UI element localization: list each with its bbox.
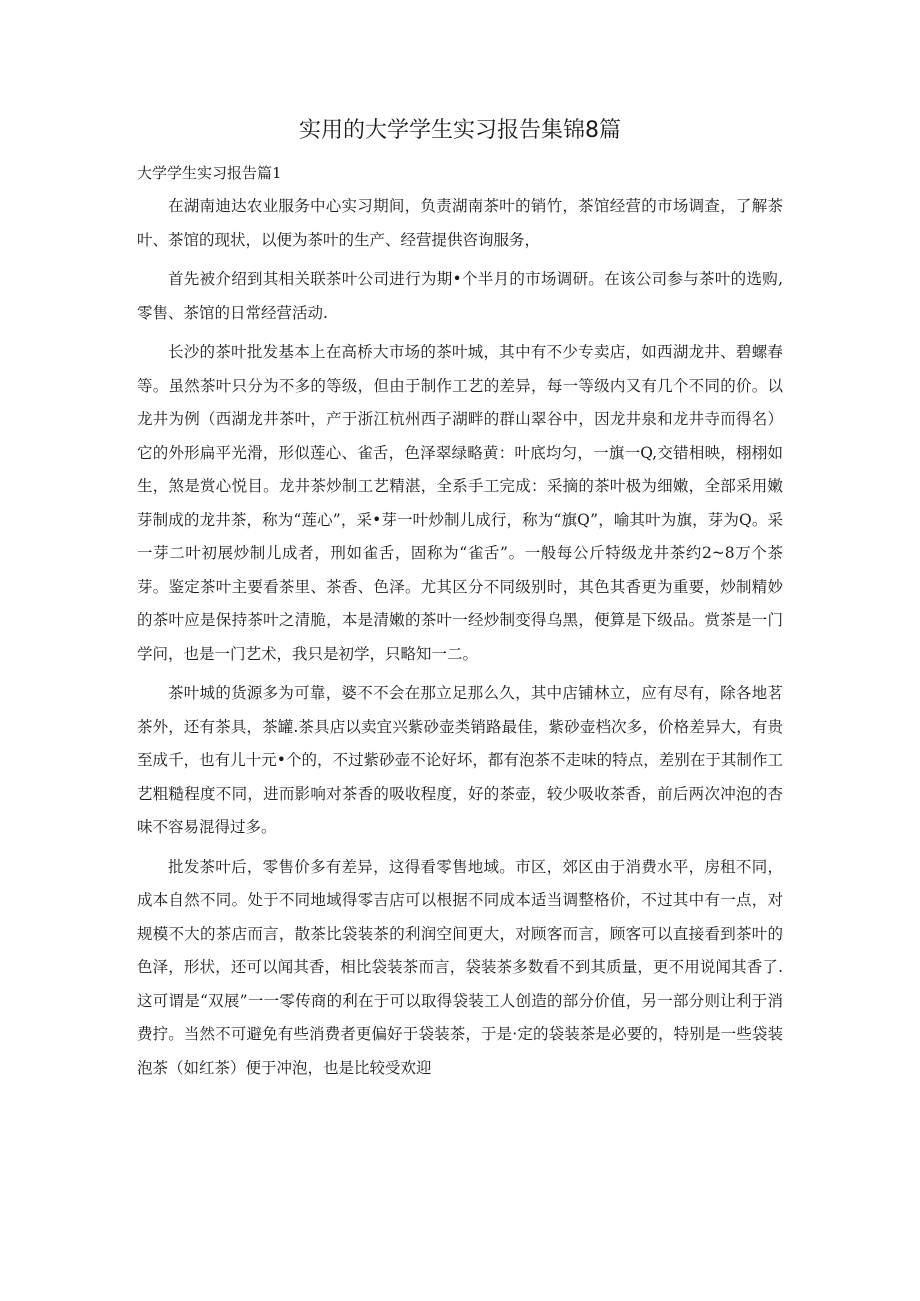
paragraph: 在湖南迪达农业服务中心实习期间，负责湖南茶叶的销竹，茶馆经营的市场调查，了解茶叶、茶馆的现状，以便为茶叶的生产、经营提供咨询服务， (137, 197, 783, 249)
paragraph: 首先被介绍到其相关联茶叶公司进行为期•个半月的市场调研。在该公司参与茶叶的选购,零售、茶馆的日常经营活动. (137, 270, 783, 322)
body-text (137, 190, 783, 1091)
section-heading: 大学学生实习报告篇1 (137, 164, 282, 182)
paragraph: 批发茶叶后，零售价多有差异，这得看零售地域。市区，郊区由于消费水平，房租不同，成本自然不同。处于不同地域得零吉店可以根据不同成本适当调整格价，不过其中有一点，对规模不大的茶店而言，散茶比袋装茶的利润空间更大，对顾客而言，顾客可以直接看到茶叶的色泽，形状，还可以闻其香，相比袋装茶而言，袋装茶多数看不到其质量，更不用说闻其香了.这可谓是“双展”一一零传商的利在于可以取得袋装工人创造的部分价值，另一部分则让利于消费拧。当然不可避免有些消费者更偏好于袋装茶，于是·定的袋装茶是必要的，特别是一些袋装泡茶（如红茶）便于冲泡，也是比较受欢迎 (137, 857, 783, 1077)
paragraph: 长沙的茶叶批发基本上在高桥大市场的茶叶城，其中有不少专卖店，如西湖龙井、碧螺春等。虽然茶叶只分为不多的等级，但由于制作工艺的差异，每一等级内又有几个不同的价。以龙井为例（西湖龙井茶叶，产于浙江杭州西子湖畔的群山翠谷中，因龙井泉和龙井寺而得名）它的外形扁平光滑，形似莲心、雀舌，色泽翠绿略黄：叶底均匀，一旗一Q,交错相映，栩栩如生，煞是赏心悦目。龙井茶炒制工艺精湛，全系手工完成：采摘的茶叶极为细嫩，全部采用嫩芽制成的龙井茶，称为“莲心”，采•芽一叶炒制儿成行，称为“旗Q”，喻其叶为旗，芽为Q。采一芽二叶初展炒制儿成者，刑如雀舌，固称为“雀舌”。一般每公斤特级龙井茶约2~8万个茶芽。鉴定茶叶主要看茶里、茶香、色泽。尤其区分不同级别时，其色其香更为重要，炒制精妙的茶叶应是保持茶叶之清脆，本是清嫩的茶叶一经炒制变得乌黑，便算是下级品。赏茶是一门学问，也是一门艺术，我只是初学，只略知一二。 (137, 343, 783, 663)
document-title: 实用的大学学生实习报告集锦8篇 (299, 118, 621, 143)
paragraph: 茶叶城的货源多为可靠，婆不不会在那立足那么久，其中店铺林立，应有尽有，除各地茗茶外，还有茶具，茶罐.茶具店以卖宜兴紫砂壶类销路最佳，紫砂壶档次多，价格差异大，有贵至成千，也有儿十元•个的，不过紫砂壶不论好坏，都有泡茶不走味的特点，差别在于其制作工艺粗糙程度不同，进而影响对茶香的吸收程度，好的茶壶，较少吸收茶香，前后两次冲泡的杏味不容易混得过多。 (137, 684, 783, 836)
